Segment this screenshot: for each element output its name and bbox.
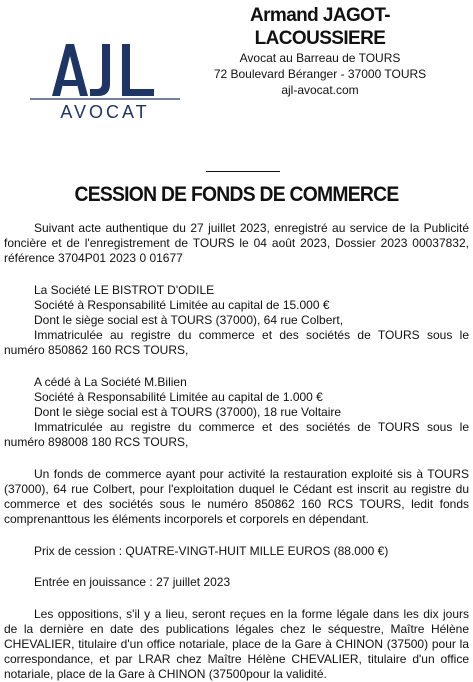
intro-paragraph: Suivant acte authentique du 27 juillet 2023, enregistré au service de la Publicité foncière et de l'enregistrement de TOURS le 04 août 2023, Dossier 2023 00037832, référence 3704P01 2023 0 01677 (4, 221, 469, 265)
buyer-registry: Immatriculée au registre du commerce et des sociétés de TOURS sous le numéro 898008 180 RCS TOURS, (4, 420, 469, 449)
seller-registry: Immatriculée au registre du commerce et des sociétés de TOURS sous le numéro 850862 160 RCS TOURS, (4, 328, 469, 357)
logo-wordmark: AVOCAT (60, 102, 150, 122)
firm-website: ajl-avocat.com (281, 83, 359, 97)
ajl-monogram-icon (30, 36, 180, 102)
divider (206, 171, 280, 172)
firm-logo (30, 36, 180, 126)
buyer-seat: Dont le siège social est à TOURS (37000), 18 rue Voltaire (34, 405, 342, 419)
notice-body (4, 221, 469, 682)
seller-name: La Société LE BISTROT D'ODILE (34, 283, 215, 297)
bar-membership: Avocat au Barreau de TOURS (239, 51, 401, 65)
seller-seat: Dont le siège social est à TOURS (37000), 64 rue Colbert, (34, 313, 344, 327)
buyer-capital: Société à Responsabilité Limitée au capital de 1.000 € (34, 390, 323, 404)
seller-capital: Société à Responsabilité Limitée au capital de 15.000 € (34, 298, 330, 312)
firm-address: 72 Boulevard Béranger - 37000 TOURS (213, 67, 427, 81)
notice-title: CESSION DE FONDS DE COMMERCE (74, 183, 399, 206)
oppositions-paragraph: Les oppositions, s'il y a lieu, seront reçues en la forme légale dans les dix jours de la dernière en date des publications légales chez le séquestre, Maître Hélène CHEVALIER, titulaire d'un office notariale, place de la Gare à CHINON (37500) pour la correspondance, et par LRAR chez Maître Hélène CHEVALIER, titulaire d'un office notariale, place de la Gare à CHINON (37500pour la validité. (4, 607, 469, 681)
firm-header (185, 4, 455, 98)
buyer-name: A cédé à La Société M.Bilien (34, 375, 187, 389)
business-paragraph: Un fonds de commerce ayant pour activité la restauration exploité sis à TOURS (37000), 64 rue Colbert, pour l'exploitation duquel le Cédant est inscrit au registre du commerce et des sociétés sous le numéro 850862 160 RCS TOURS, ledit fonds comprenanttous les éléments incorporels et corporels en dépendant. (4, 467, 469, 526)
lawyer-name: Armand JAGOT-LACOUSSIERE (250, 5, 390, 49)
sale-price: Prix de cession : QUATRE-VINGT-HUIT MILLE EUROS (88.000 €) (34, 544, 389, 558)
entry-date: Entrée en jouissance : 27 juillet 2023 (34, 575, 231, 589)
